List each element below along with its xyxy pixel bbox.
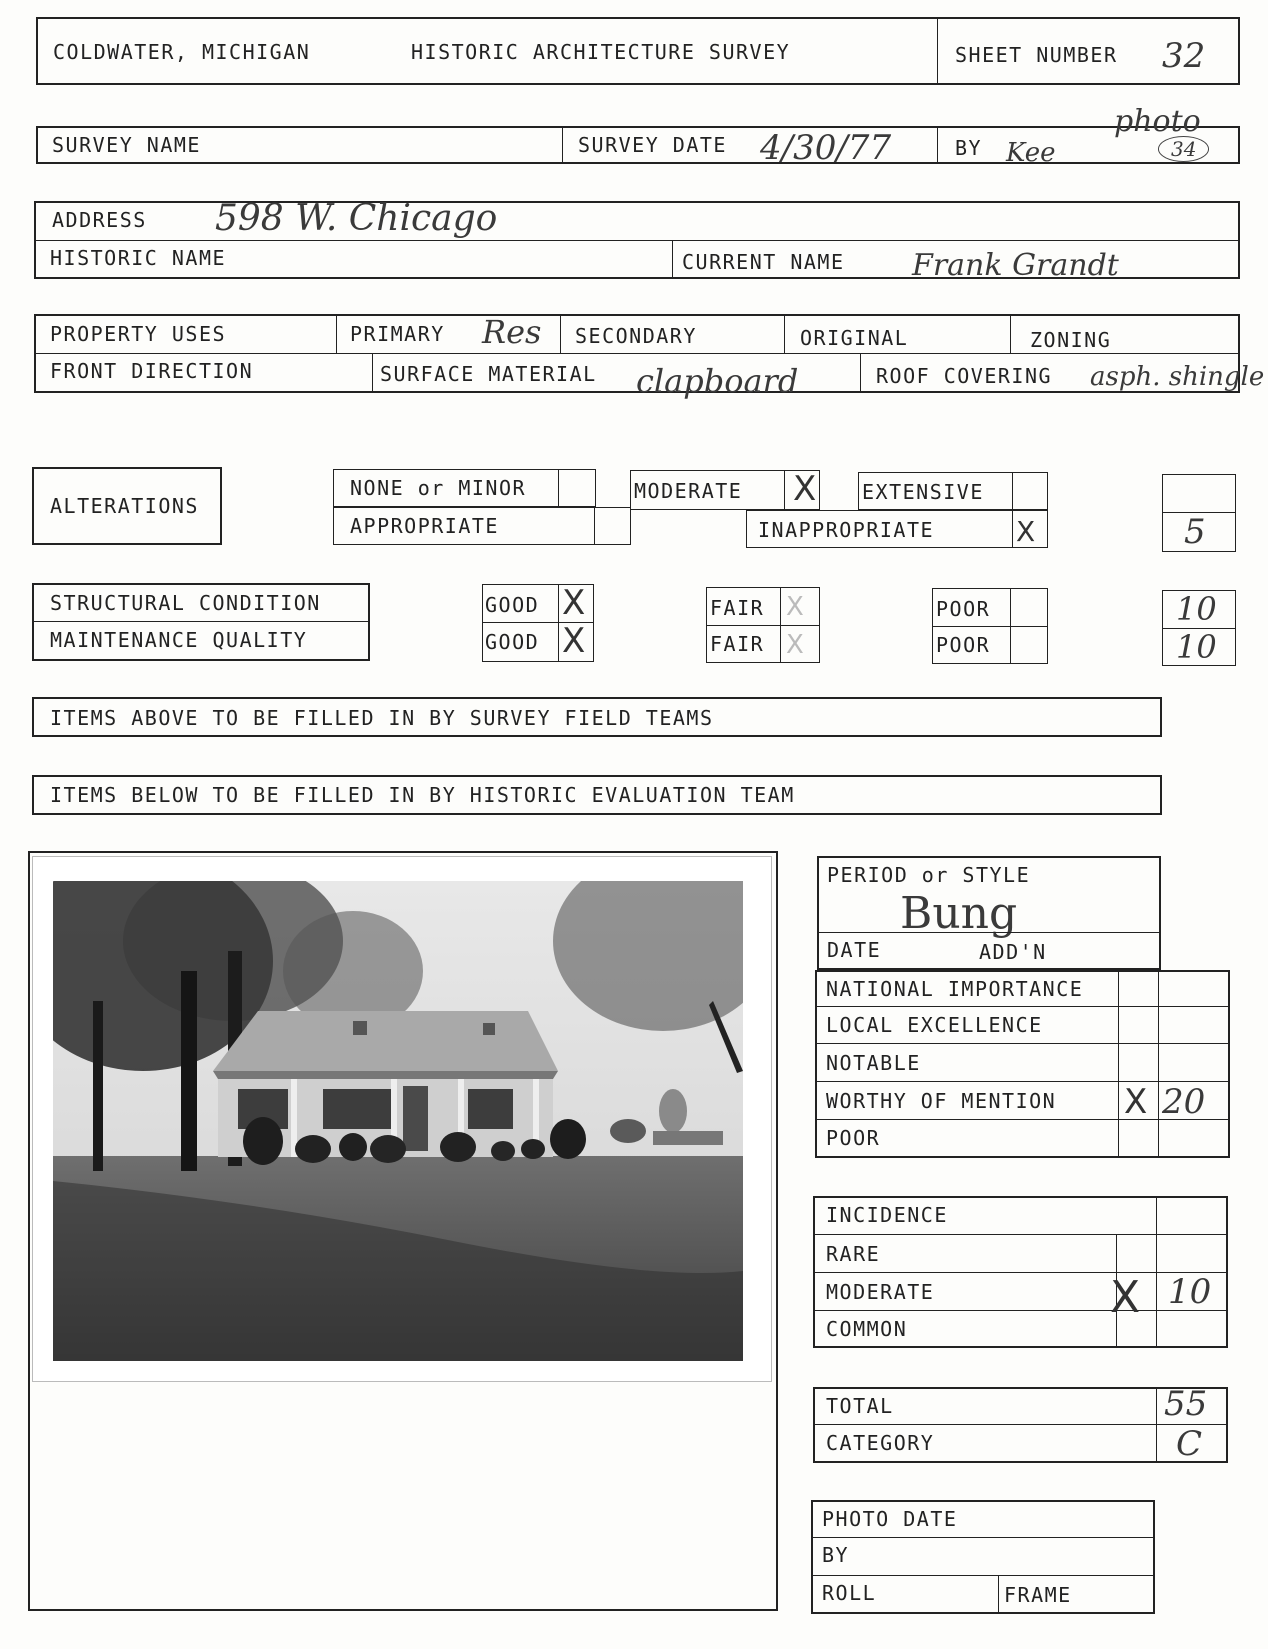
- totals-divider: [814, 1424, 1227, 1425]
- survey-divider-1: [562, 127, 563, 163]
- survey-name-label: SURVEY NAME: [52, 133, 201, 157]
- good-maintenance-mark: X: [562, 621, 586, 661]
- good-structural-label: GOOD: [485, 593, 540, 617]
- roll-frame-divider: [998, 1575, 999, 1613]
- extensive-label: EXTENSIVE: [862, 480, 984, 504]
- worthy-score: 20: [1162, 1082, 1206, 1122]
- surface-material-label: SURFACE MATERIAL: [380, 362, 597, 386]
- primary-divider: [336, 315, 337, 353]
- roof-divider: [860, 353, 861, 392]
- poor-maintenance-label: POOR: [936, 633, 991, 657]
- good-structural-mark: X: [562, 583, 586, 623]
- primary-value: Res: [482, 313, 542, 351]
- incidence-row-2: [814, 1272, 1227, 1273]
- local-excellence-label: LOCAL EXCELLENCE: [826, 1013, 1043, 1037]
- worthy-of-mention-label: WORTHY OF MENTION: [826, 1089, 1057, 1113]
- poor-checkbox-divider: [1010, 588, 1011, 664]
- good-maintenance-label: GOOD: [485, 630, 540, 654]
- total-label: TOTAL: [826, 1394, 894, 1418]
- survey-by-label: BY: [955, 136, 983, 160]
- secondary-divider: [560, 315, 561, 353]
- totals-col: [1156, 1388, 1157, 1462]
- header-divider: [937, 18, 938, 84]
- secondary-label: SECONDARY: [575, 324, 697, 348]
- merit-row-2: [816, 1043, 1229, 1044]
- period-style-label: PERIOD or STYLE: [827, 863, 1031, 887]
- moderate-alt-label: MODERATE: [634, 479, 743, 503]
- maintenance-score: 10: [1176, 628, 1217, 666]
- survey-by-value: Kee: [1006, 138, 1056, 168]
- period-date-divider: [818, 932, 1160, 933]
- condition-divider: [33, 621, 369, 622]
- current-name-divider: [672, 240, 673, 278]
- merit-col-2: [1158, 971, 1159, 1157]
- moderate-incidence-mark: X: [1110, 1272, 1141, 1323]
- incidence-row-3: [814, 1310, 1227, 1311]
- merit-col-1: [1118, 971, 1119, 1157]
- fair-divider: [707, 625, 819, 626]
- survey-divider-2: [937, 127, 938, 163]
- fair-maintenance-mark: X: [786, 630, 804, 660]
- category-value: C: [1176, 1424, 1203, 1464]
- photo-info-row-2: [812, 1575, 1154, 1576]
- inappropriate-checkbox-divider: [1012, 510, 1013, 548]
- sheet-number-value: 32: [1162, 36, 1206, 76]
- structural-score: 10: [1176, 590, 1217, 628]
- front-direction-label: FRONT DIRECTION: [50, 359, 254, 383]
- survey-date-value: 4/30/77: [760, 128, 892, 168]
- inappropriate-mark: X: [1016, 515, 1036, 548]
- none-minor-label: NONE or MINOR: [350, 476, 527, 500]
- moderate-incidence-score: 10: [1168, 1272, 1212, 1312]
- evaluation-team-note: ITEMS BELOW TO BE FILLED IN BY HISTORIC EVALUATION TEAM: [50, 783, 795, 807]
- good-checkbox-divider: [558, 584, 559, 662]
- worthy-mark: X: [1124, 1082, 1148, 1122]
- alterations-label: ALTERATIONS: [50, 494, 199, 518]
- primary-label: PRIMARY: [350, 322, 445, 346]
- rare-label: RARE: [826, 1242, 881, 1266]
- notable-label: NOTABLE: [826, 1051, 921, 1075]
- inappropriate-label: INAPPROPRIATE: [758, 518, 935, 542]
- current-name-value: Frank Grandt: [912, 248, 1119, 283]
- moderate-alt-mark: X: [793, 469, 817, 509]
- incidence-label: INCIDENCE: [826, 1203, 948, 1227]
- fair-structural-mark: X: [786, 592, 804, 622]
- date-label: DATE: [827, 938, 882, 962]
- photo-date-label: PHOTO DATE: [822, 1507, 958, 1531]
- total-value: 55: [1164, 1384, 1208, 1424]
- roll-label: ROLL: [822, 1581, 877, 1605]
- historic-name-label: HISTORIC NAME: [50, 246, 227, 270]
- property-uses-label: PROPERTY USES: [50, 322, 227, 346]
- surface-divider: [372, 353, 373, 392]
- alterations-score: 5: [1184, 512, 1206, 552]
- structural-condition-label: STRUCTURAL CONDITION: [50, 591, 321, 615]
- poor-structural-label: POOR: [936, 597, 991, 621]
- field-team-note: ITEMS ABOVE TO BE FILLED IN BY SURVEY FIELD TEAMS: [50, 706, 714, 730]
- merit-row-1: [816, 1006, 1229, 1007]
- moderate-incidence-label: MODERATE: [826, 1280, 935, 1304]
- frame-label: FRAME: [1004, 1583, 1072, 1607]
- photo-note: photo: [1114, 104, 1201, 139]
- address-label: ADDRESS: [52, 208, 147, 232]
- sheet-number-label: SHEET NUMBER: [955, 43, 1118, 67]
- common-label: COMMON: [826, 1317, 908, 1341]
- zoning-label: ZONING: [1030, 328, 1112, 352]
- fair-maintenance-label: FAIR: [710, 632, 765, 656]
- fair-structural-label: FAIR: [710, 596, 765, 620]
- national-importance-label: NATIONAL IMPORTANCE: [826, 977, 1084, 1001]
- incidence-row-1: [814, 1234, 1227, 1235]
- poor-merit-label: POOR: [826, 1126, 881, 1150]
- current-name-label: CURRENT NAME: [682, 250, 845, 274]
- poor-divider: [933, 626, 1047, 627]
- house-photograph: [32, 856, 772, 1382]
- city-label: COLDWATER, MICHIGAN: [53, 40, 311, 64]
- moderate-alt-checkbox-divider: [784, 470, 785, 510]
- original-label: ORIGINAL: [800, 326, 909, 350]
- photo-number: 34: [1158, 136, 1209, 162]
- address-value: 598 W. Chicago: [215, 198, 498, 239]
- form-title: HISTORIC ARCHITECTURE SURVEY: [411, 40, 791, 64]
- period-style-value: Bung: [900, 888, 1018, 939]
- survey-date-label: SURVEY DATE: [578, 133, 727, 157]
- appropriate-checkbox-divider: [594, 507, 595, 545]
- addn-label: ADD'N: [979, 940, 1047, 964]
- surface-material-value: clapboard: [636, 362, 799, 400]
- zoning-divider: [1010, 315, 1011, 353]
- maintenance-quality-label: MAINTENANCE QUALITY: [50, 628, 308, 652]
- photo-info-row-1: [812, 1537, 1154, 1538]
- roof-covering-label: ROOF COVERING: [876, 364, 1053, 388]
- roof-covering-value: asph. shingle: [1090, 362, 1265, 392]
- none-minor-checkbox-divider: [558, 469, 559, 507]
- photo-by-label: BY: [822, 1543, 850, 1567]
- fair-checkbox-divider: [780, 587, 781, 663]
- house-photo-image: [53, 881, 743, 1361]
- category-label: CATEGORY: [826, 1431, 935, 1455]
- property-divider: [35, 353, 1239, 354]
- extensive-checkbox-divider: [1012, 472, 1013, 510]
- address-divider: [35, 240, 1239, 241]
- original-divider: [784, 315, 785, 353]
- appropriate-label: APPROPRIATE: [350, 514, 499, 538]
